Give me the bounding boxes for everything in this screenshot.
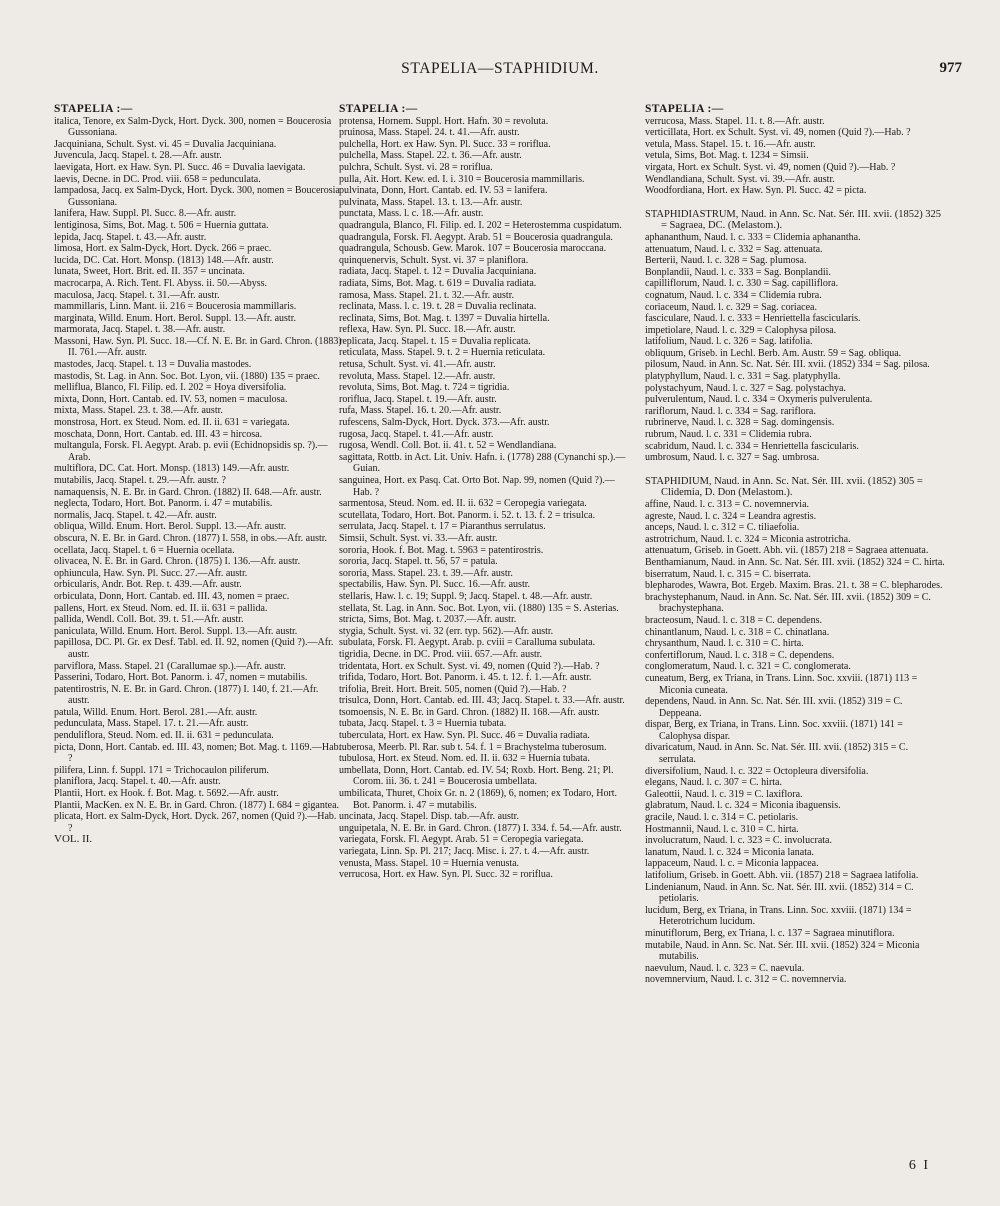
index-entry: pulvinata, Mass. Stapel. 13. t. 13.—Afr. austr. <box>339 196 523 208</box>
index-entry: pedunculata, Mass. Stapel. 17. t. 21.—Afr. austr. <box>54 718 249 730</box>
index-entry: pulla, Ait. Hort. Kew. ed. I. i. 310 = Boucerosia mammillaris. <box>339 173 585 185</box>
index-entry: lanatum, Naud. l. c. 324 = Miconia lanata. <box>645 846 814 858</box>
index-entry: blepharodes, Wawra, Bot. Ergeb. Maxim. Bras. 21. t. 38 = C. blepharodes. <box>645 580 943 592</box>
index-entry: papillosa, DC. Pl. Gr. ex Desf. Tabl. ed. II. 92, nomen (Quid ?).—Afr. austr. <box>54 637 334 660</box>
index-entry: Massoni, Haw. Syn. Pl. Succ. 18.—Cf. N. E. Br. in Gard. Chron. (1883) II. 761.—Afr. austr. <box>54 335 342 359</box>
index-entry: monstrosa, Hort. ex Steud. Nom. ed. II. ii. 631 = variegata. <box>54 417 290 429</box>
index-entry: cognatum, Naud. l. c. 334 = Clidemia rubra. <box>645 289 822 301</box>
index-entry: reticulata, Mass. Stapel. 9. t. 2 = Huernia reticulata. <box>339 347 546 359</box>
index-entry: quinquenervis, Schult. Syst. vi. 37 = planiflora. <box>339 254 529 266</box>
index-entry: namaquensis, N. E. Br. in Gard. Chron. (1882) II. 648.—Afr. austr. <box>54 486 322 498</box>
page-number: 977 <box>939 60 962 76</box>
index-entry: quadrangula, Blanco, Fl. Filip. ed. I. 202 = Heterostemma cuspidatum. <box>339 219 622 231</box>
index-entry: patentirostris, N. E. Br. in Gard. Chron. (1877) I. 140, f. 21.—Afr. austr. <box>54 683 319 707</box>
index-entry: verticillata, Hort. ex Schult. Syst. vi. 49, nomen (Quid ?).—Hab. ? <box>645 127 911 139</box>
index-entry: tigridia, Decne. in DC. Prod. viii. 657.—Afr. austr. <box>339 648 543 660</box>
index-entry: pallida, Wendl. Coll. Bot. 39. t. 51.—Afr. austr. <box>54 614 244 626</box>
column-2 <box>339 100 627 1160</box>
index-entry: roriflua, Jacq. Stapel. t. 19.—Afr. austr. <box>339 393 497 405</box>
index-entry: lanifera, Haw. Suppl. Pl. Succ. 8.—Afr. austr. <box>54 208 237 220</box>
index-entry: radiata, Sims, Bot. Mag. t. 619 = Duvalia radiata. <box>339 277 537 289</box>
index-entry: punctata, Mass. l. c. 18.—Afr. austr. <box>339 208 484 220</box>
index-entry: lappaceum, Naud. l. c. = Miconia lappacea. <box>645 858 819 870</box>
index-entry: Plantii, Hort. ex Hook. f. Bot. Mag. t. 5692.—Afr. austr. <box>54 788 279 800</box>
index-entry: lucida, DC. Cat. Hort. Monsp. (1813) 148.—Afr. austr. <box>54 254 274 266</box>
index-entry: vetula, Sims, Bot. Mag. t. 1234 = Simsii. <box>645 150 809 162</box>
index-entry: capilliflorum, Naud. l. c. 330 = Sag. capilliflora. <box>645 278 839 290</box>
index-entry: variegata, Forsk. Fl. Aegypt. Arab. 51 = Ceropegia variegata. <box>339 834 584 846</box>
index-entry: maculosa, Jacq. Stapel. t. 31.—Afr. austr. <box>54 289 220 301</box>
section-heading: STAPELIA :— <box>645 103 724 115</box>
index-entry: novemnervium, Naud. l. c. 312 = C. novemnervia. <box>645 974 847 986</box>
index-entry: polystachyum, Naud. l. c. 327 = Sag. polystachya. <box>645 382 846 394</box>
index-entry: lentiginosa, Sims, Bot. Mag. t. 506 = Huernia guttata. <box>54 219 269 231</box>
index-entry: revoluta, Sims, Bot. Mag. t. 724 = tigridia. <box>339 382 510 394</box>
index-entry: minutiflorum, Berg, ex Triana, l. c. 137 = Sagraea minutiflora. <box>645 927 895 939</box>
index-entry: Woodfordiana, Hort. ex Haw. Syn. Pl. Succ. 42 = picta. <box>645 185 867 197</box>
index-entry: penduliflora, Steud. Nom. ed. II. ii. 631 = pedunculata. <box>54 730 274 742</box>
index-entry: rufescens, Salm-Dyck, Hort. Dyck. 373.—Afr. austr. <box>339 417 550 429</box>
index-entry: umbrosum, Naud. l. c. 327 = Sag. umbrosa. <box>645 452 820 464</box>
index-entry: dispar, Berg, ex Triana, in Trans. Linn. Soc. xxviii. (1871) 141 = Calophysa dispar. <box>645 719 903 742</box>
running-head <box>0 60 1000 84</box>
index-entry: Juvencula, Jacq. Stapel. t. 28.—Afr. austr. <box>54 150 222 162</box>
index-entry: reclinata, Sims, Bot. Mag. t. 1397 = Duvalia hirtella. <box>339 312 550 324</box>
index-entry: melliflua, Blanco, Fl. Filip. ed. I. 202 = Hoya diversifolia. <box>54 382 287 394</box>
index-entry: astrotrichum, Naud. l. c. 324 = Miconia astrotricha. <box>645 533 851 545</box>
index-entry: Hostmannii, Naud. l. c. 310 = C. hirta. <box>645 823 799 835</box>
index-entry: platyphyllum, Naud. l. c. 331 = Sag. platyphylla. <box>645 371 841 383</box>
index-entry: attenuatum, Naud. l. c. 332 = Sag. attenuata. <box>645 243 823 255</box>
index-entry: mixta, Donn, Hort. Cantab. ed. IV. 53, nomen = maculosa. <box>54 393 288 405</box>
index-entry: ocellata, Jacq. Stapel. t. 6 = Huernia ocellata. <box>54 544 235 556</box>
index-entry: paniculata, Willd. Enum. Hort. Berol. Suppl. 13.—Afr. austr. <box>54 625 298 637</box>
index-entry: stellata, St. Lag. in Ann. Soc. Bot. Lyon, vii. (1880) 135 = S. Asterias. <box>339 602 619 614</box>
index-entry: cuneatum, Berg, ex Triana, in Trans. Linn. Soc. xxviii. (1871) 113 = Miconia cuneata. <box>645 672 918 696</box>
index-entry: patula, Willd. Enum. Hort. Berol. 281.—Afr. austr. <box>54 706 258 718</box>
index-entry: agreste, Naud. l. c. 324 = Leandra agrestis. <box>645 510 817 522</box>
index-entry: tubata, Jacq. Stapel. t. 3 = Huernia tubata. <box>339 718 507 730</box>
index-entry: obliquum, Griseb. in Lechl. Berb. Am. Austr. 59 = Sag. obliqua. <box>645 347 902 359</box>
page-title: STAPELIA—STAPHIDIUM. <box>401 60 599 77</box>
index-entry: unguipetala, N. E. Br. in Gard. Chron. (1877) I. 334. f. 54.—Afr. austr. <box>339 822 622 834</box>
index-entry: Galeottii, Naud. l. c. 319 = C. laxiflora. <box>645 788 803 800</box>
index-entry: multangula, Forsk. Fl. Aegypt. Arab. p. evii (Echidnopsidis sp. ?).—Arab. <box>54 440 328 463</box>
index-entry: affine, Naud. l. c. 313 = C. novemnervia. <box>645 499 810 510</box>
index-entry: tsomoensis, N. E. Br. in Gard. Chron. (1882) II. 168.—Afr. austr. <box>339 706 600 718</box>
index-entry: stricta, Sims, Bot. Mag. t. 2037.—Afr. austr. <box>339 614 517 626</box>
index-entry: vetula, Mass. Stapel. 15. t. 16.—Afr. austr. <box>645 138 816 150</box>
index-entry: parviflora, Mass. Stapel. 21 (Carallumae sp.).—Afr. austr. <box>54 660 286 672</box>
index-entry: plicata, Hort. ex Salm-Dyck, Hort. Dyck. 267, nomen (Quid ?).—Hab. ? <box>54 811 337 834</box>
index-entry: pruinosa, Mass. Stapel. 24. t. 41.—Afr. austr. <box>339 127 520 139</box>
index-entry: involucratum, Naud. l. c. 323 = C. involucrata. <box>645 835 832 847</box>
section-heading: STAPHIDIUM, Naud. in Ann. Sc. Nat. Sér. III. xvii. (1852) 305 = Clidemia, D. Don (Melastom.). <box>645 475 923 499</box>
index-entry: revoluta, Mass. Stapel. 12.—Afr. austr. <box>339 370 496 382</box>
index-entry: Passerini, Todaro, Hort. Bot. Panorm. i. 47, nomen = mutabilis. <box>54 672 308 684</box>
index-entry: italica, Tenore, ex Salm-Dyck, Hort. Dyck. 300, nomen = Boucerosia Gussoniana. <box>54 115 332 139</box>
index-entry: brachystephanum, Naud. in Ann. Sc. Nat. Sér. III. xvii. (1852) 309 = C. brachystephana. <box>645 591 931 615</box>
index-entry: variegata, Linn. Sp. Pl. 217; Jacq. Misc. i. 27. t. 4.—Afr. austr. <box>339 846 590 857</box>
index-entry: rubrinerve, Naud. l. c. 328 = Sag. domingensis. <box>645 417 835 429</box>
index-entry: scabridum, Naud. l. c. 334 = Henriettella fascicularis. <box>645 440 859 452</box>
index-entry: fasciculare, Naud. l. c. 333 = Henriettella fascicularis. <box>645 313 861 325</box>
volume-label: VOL. II. <box>54 833 93 846</box>
index-entry: rugosa, Wendl. Coll. Bot. ii. 41. t. 52 = Wendlandiana. <box>339 440 557 452</box>
index-entry: sanguinea, Hort. ex Pasq. Cat. Orto Bot. Nap. 99, nomen (Quid ?).—Hab. ? <box>339 475 615 498</box>
section-heading: STAPELIA :— <box>54 103 133 115</box>
index-entry: rubrum, Naud. l. c. 331 = Clidemia rubra. <box>645 429 812 441</box>
section-heading: STAPELIA :— <box>339 103 418 115</box>
index-entry: orbiculata, Donn, Hort. Cantab. ed. III. 43, nomen = praec. <box>54 590 290 602</box>
index-entry: sororia, Mass. Stapel. 23. t. 39.—Afr. austr. <box>339 567 513 579</box>
index-entry: mastodis, St. Lag. in Ann. Soc. Bot. Lyon, vii. (1880) 135 = praec. <box>54 370 320 382</box>
index-entry: radiata, Jacq. Stapel. t. 12 = Duvalia Jacquiniana. <box>339 266 537 278</box>
index-entry: Simsii, Schult. Syst. vi. 33.—Afr. austr. <box>339 532 498 544</box>
index-entry: venusta, Mass. Stapel. 10 = Huernia venusta. <box>339 857 520 869</box>
index-entry: pilosum, Naud. in Ann. Sc. Nat. Sér. III. xvii. (1852) 334 = Sag. pilosa. <box>645 359 930 371</box>
index-entry: bracteosum, Naud. l. c. 318 = C. dependens. <box>645 614 822 626</box>
index-entry: limosa, Hort. ex Salm-Dyck, Hort. Dyck. 266 = praec. <box>54 243 272 255</box>
index-entry: sarmentosa, Steud. Nom. ed. II. ii. 632 = Ceropegia variegata. <box>339 498 587 510</box>
index-entry: quadrangula, Schousb. Gew. Marok. 107 = Boucerosia maroccana. <box>339 243 607 255</box>
index-entry: lampadosa, Jacq. ex Salm-Dyck, Hort. Dyck. 300, nomen = Boucerosia Gussoniana. <box>54 185 340 208</box>
index-entry: coriaceum, Naud. l. c. 329 = Sag. coriacea. <box>645 301 817 313</box>
index-entry: pilifera, Linn. f. Suppl. 171 = Trichocaulon piliferum. <box>54 764 270 776</box>
index-entry: latifolium, Naud. l. c. 326 = Sag. latifolia. <box>645 336 813 348</box>
index-entry: diversifolium, Naud. l. c. 322 = Octopleura diversifolia. <box>645 765 869 777</box>
index-entry: normalis, Jacq. Stapel. t. 42.—Afr. austr. <box>54 509 217 521</box>
signature-mark: 6 I <box>908 1158 930 1173</box>
index-entry: protensa, Hornem. Suppl. Hort. Hafn. 30 = revoluta. <box>339 115 549 127</box>
index-entry: chrysanthum, Naud. l. c. 310 = C. hirta. <box>645 638 804 650</box>
index-entry: pallens, Hort. ex Steud. Nom. ed. II. ii. 631 = pallida. <box>54 602 268 614</box>
index-entry: pulchra, Schult. Syst. vi. 28 = roriflua. <box>339 161 493 173</box>
index-entry: chinantlanum, Naud. l. c. 318 = C. chinatlana. <box>645 626 830 638</box>
index-entry: reflexa, Haw. Syn. Pl. Succ. 18.—Afr. austr. <box>339 324 516 336</box>
index-section <box>54 104 342 834</box>
index-entry: laevigata, Hort. ex Haw. Syn. Pl. Succ. 46 = Duvalia laevigata. <box>54 161 306 173</box>
index-section <box>645 104 945 197</box>
index-entry: retusa, Schult. Syst. vi. 41.—Afr. austr. <box>339 359 496 371</box>
index-entry: pulchella, Mass. Stapel. 22. t. 36.—Afr. austr. <box>339 150 522 162</box>
index-entry: pulvinata, Donn, Hort. Cantab. ed. IV. 53 = lanifera. <box>339 185 548 197</box>
section-heading: STAPHIDIASTRUM, Naud. in Ann. Sc. Nat. Sér. III. xvii. (1852) 325 = Sagraea, DC. (Melastom.). <box>645 208 942 232</box>
index-entry: lunata, Sweet, Hort. Brit. ed. II. 357 = uncinata. <box>54 266 245 278</box>
index-entry: Berterii, Naud. l. c. 328 = Sag. plumosa. <box>645 255 807 267</box>
index-entry: orbicularis, Andr. Bot. Rep. t. 439.—Afr. austr. <box>54 579 242 591</box>
index-entry: olivacea, N. E. Br. in Gard. Chron. (1875) I. 136.—Afr. austr. <box>54 556 301 568</box>
index-entry: obscura, N. E. Br. in Gard. Chron. (1877) I. 558, in obs.—Afr. austr. <box>54 532 328 544</box>
index-entry: elegans, Naud. l. c. 307 = C. hirta. <box>645 777 782 789</box>
index-entry: verrucosa, Mass. Stapel. 11. t. 8.—Afr. austr. <box>645 115 825 127</box>
index-entry: mutabile, Naud. in Ann. Sc. Nat. Sér. III. xvii. (1852) 324 = Miconia mutabilis. <box>645 939 920 963</box>
index-entry: spectabilis, Haw. Syn. Pl. Succ. 16.—Afr. austr. <box>339 579 531 591</box>
index-section <box>339 104 627 881</box>
index-entry: naevulum, Naud. l. c. 323 = C. naevula. <box>645 962 805 974</box>
index-entry: umbilicata, Thuret, Choix Gr. n. 2 (1869), 6, nomen; ex Todaro, Hort. Bot. Panorm. i. 47 = mutabilis. <box>339 788 618 811</box>
index-entry: aphananthum, Naud. l. c. 333 = Clidemia aphanantha. <box>645 231 861 243</box>
index-entry: Jacquiniana, Schult. Syst. vi. 45 = Duvalia Jacquiniana. <box>54 138 277 150</box>
index-entry: biserratum, Naud. l. c. 315 = C. biserrata. <box>645 568 811 580</box>
index-entry: neglecta, Todaro, Hort. Bot. Panorm. i. 47 = mutabilis. <box>54 498 273 510</box>
index-entry: pulverulentum, Naud. l. c. 334 = Oxymeris pulverulenta. <box>645 394 873 406</box>
index-entry: reclinata, Mass. l. c. 19. t. 28 = Duvalia reclinata. <box>339 301 537 313</box>
index-entry: trisulca, Donn, Hort. Cantab. ed. III. 43; Jacq. Stapel. t. 33.—Afr. austr. <box>339 695 625 707</box>
index-entry: conglomeratum, Naud. l. c. 321 = C. conglomerata. <box>645 661 851 673</box>
index-entry: moschata, Donn, Hort. Cantab. ed. III. 43 = hircosa. <box>54 428 263 440</box>
index-entry: stellaris, Haw. l. c. 19; Suppl. 9; Jacq. Stapel. t. 48.—Afr. austr. <box>339 590 593 602</box>
index-section <box>645 209 945 464</box>
index-entry: Lindenianum, Naud. in Ann. Sc. Nat. Sér. III. xvii. (1852) 314 = C. petiolaris. <box>645 881 914 905</box>
index-entry: lucidum, Berg, ex Triana, in Trans. Linn. Soc. xxviii. (1871) 134 = Heterotrichum lucidum. <box>645 904 912 928</box>
index-entry: serrulata, Jacq. Stapel. t. 17 = Piaranthus serrulatus. <box>339 521 546 533</box>
index-entry: trifida, Todaro, Hort. Bot. Panorm. i. 45. t. 12. f. 1.—Afr. austr. <box>339 672 592 684</box>
index-entry: Plantii, MacKen. ex N. E. Br. in Gard. Chron. (1877) I. 684 = gigantea. <box>54 799 340 811</box>
index-entry: uncinata, Jacq. Stapel. Disp. tab.—Afr. austr. <box>339 811 519 823</box>
index-entry: ophiuncula, Haw. Syn. Pl. Succ. 27.—Afr. austr. <box>54 567 248 579</box>
index-entry: divaricatum, Naud. in Ann. Sc. Nat. Sér. III. xvii. (1852) 315 = C. serrulata. <box>645 742 909 766</box>
index-entry: tridentata, Hort. ex Schult. Syst. vi. 49, nomen (Quid ?).—Hab. ? <box>339 660 600 672</box>
index-entry: attenuatum, Griseb. in Goett. Abh. vii. (1857) 218 = Sagraea attenuata. <box>645 545 929 557</box>
index-entry: stygia, Schult. Syst. vi. 32 (err. typ. 562).—Afr. austr. <box>339 625 554 637</box>
index-entry: Wendlandiana, Schult. Syst. vi. 39.—Afr. austr. <box>645 173 835 185</box>
index-entry: planiflora, Jacq. Stapel. t. 40.—Afr. austr. <box>54 776 221 788</box>
index-entry: tuberculata, Hort. ex Haw. Syn. Pl. Succ. 46 = Duvalia radiata. <box>339 730 590 742</box>
column-3 <box>645 100 945 1160</box>
index-entry: sororia, Hook. f. Bot. Mag. t. 5963 = patentirostris. <box>339 544 544 556</box>
index-entry: quadrangula, Forsk. Fl. Aegypt. Arab. 51 = Boucerosia quadrangula. <box>339 231 613 243</box>
index-entry: subulata, Forsk. Fl. Aegypt. Arab. p. cviii = Caralluma subulata. <box>339 637 596 649</box>
index-entry: tuberosa, Meerb. Pl. Rar. sub t. 54. f. 1 = Brachystelma tuberosum. <box>339 741 607 753</box>
index-entry: laevis, Decne. in DC. Prod. viii. 658 = pedunculata. <box>54 173 261 185</box>
index-entry: tubulosa, Hort. ex Steud. Nom. ed. II. ii. 632 = Huernia tubata. <box>339 753 590 765</box>
index-entry: rufa, Mass. Stapel. 16. t. 20.—Afr. austr. <box>339 405 502 417</box>
index-entry: glabratum, Naud. l. c. 324 = Miconia ibaguensis. <box>645 800 841 812</box>
index-entry: obliqua, Willd. Enum. Hort. Berol. Suppl. 13.—Afr. austr. <box>54 521 287 533</box>
index-entry: virgata, Hort. ex Schult. Syst. vi. 49, nomen (Quid ?).—Hab. ? <box>645 161 896 173</box>
index-entry: marginata, Willd. Enum. Hort. Berol. Suppl. 13.—Afr. austr. <box>54 312 296 324</box>
index-entry: trifolia, Breit. Hort. Breit. 505, nomen (Quid ?).—Hab. ? <box>339 683 567 695</box>
index-entry: rariflorum, Naud. l. c. 334 = Sag. rariflora. <box>645 405 816 417</box>
index-entry: lepida, Jacq. Stapel. t. 43.—Afr. austr. <box>54 231 207 243</box>
index-entry: gracile, Naud. l. c. 314 = C. petiolaris. <box>645 812 799 824</box>
index-entry: mutabilis, Jacq. Stapel. t. 29.—Afr. austr. ? <box>54 475 226 486</box>
index-entry: dependens, Naud. in Ann. Sc. Nat. Sér. III. xvii. (1852) 319 = C. Deppeana. <box>645 696 903 719</box>
index-entry: replicata, Jacq. Stapel. t. 15 = Duvalia replicata. <box>339 335 531 347</box>
index-entry: picta, Donn, Hort. Cantab. ed. III. 43, nomen; Bot. Mag. t. 1169.—Hab. ? <box>54 741 342 765</box>
index-entry: Benthamianum, Naud. in Ann. Sc. Nat. Sér. III. xvii. (1852) 324 = C. hirta. <box>645 556 945 568</box>
index-entry: anceps, Naud. l. c. 312 = C. tiliaefolia. <box>645 522 800 534</box>
index-entry: confertiflorum, Naud. l. c. 318 = C. dependens. <box>645 649 835 661</box>
index-entry: macrocarpa, A. Rich. Tent. Fl. Abyss. ii. 50.—Abyss. <box>54 277 267 289</box>
column-1 <box>54 100 342 1160</box>
index-entry: sagittata, Rottb. in Act. Lit. Univ. Hafn. i. (1778) 288 (Cynanchi sp.).—Guian. <box>339 451 626 475</box>
index-entry: scutellata, Todaro, Hort. Bot. Panorm. i. 52. t. 13. f. 2 = trisulca. <box>339 509 596 521</box>
index-entry: marmorata, Jacq. Stapel. t. 38.—Afr. austr. <box>54 324 226 336</box>
index-entry: Bonplandii, Naud. l. c. 333 = Sag. Bonplandii. <box>645 266 831 278</box>
index-entry: latifolium, Griseb. in Goett. Abh. vii. (1857) 218 = Sagraea latifolia. <box>645 870 919 881</box>
index-entry: rugosa, Jacq. Stapel. t. 41.—Afr. austr. <box>339 428 494 440</box>
index-entry: mixta, Mass. Stapel. 23. t. 38.—Afr. austr. <box>54 405 223 417</box>
index-entry: ramosa, Mass. Stapel. 21. t. 32.—Afr. austr. <box>339 289 514 301</box>
index-section <box>645 476 945 986</box>
index-entry: verrucosa, Hort. ex Haw. Syn. Pl. Succ. 32 = roriflua. <box>339 869 553 881</box>
index-entry: multiflora, DC. Cat. Hort. Monsp. (1813) 149.—Afr. austr. <box>54 463 290 475</box>
index-entry: impetiolare, Naud. l. c. 329 = Calophysa pilosa. <box>645 324 837 336</box>
index-entry: pulchella, Hort. ex Haw. Syn. Pl. Succ. 33 = roriflua. <box>339 138 551 150</box>
index-entry: mammillaris, Linn. Mant. ii. 216 = Boucerosia mammillaris. <box>54 301 297 313</box>
index-entry: sororia, Jacq. Stapel. tt. 56, 57 = patula. <box>339 556 498 568</box>
index-entry: umbellata, Donn, Hort. Cantab. ed. IV. 54; Roxb. Hort. Beng. 21; Pl. Corom. iii. 36. t. 241 = Boucerosia umbellata. <box>339 764 614 788</box>
index-entry: mastodes, Jacq. Stapel. t. 13 = Duvalia mastodes. <box>54 359 252 371</box>
